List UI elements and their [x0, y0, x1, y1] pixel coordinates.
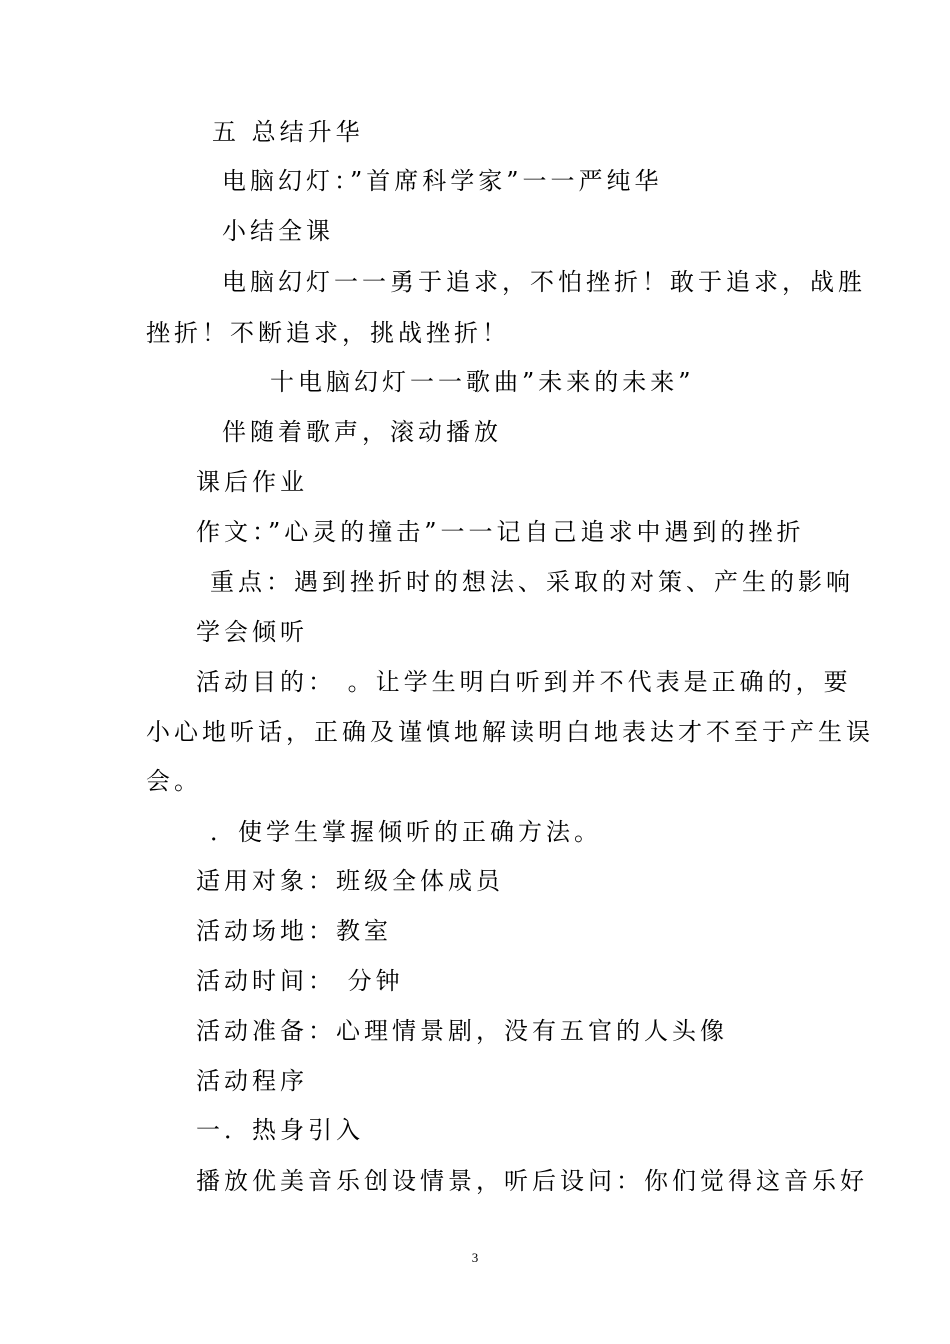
- text-line: 十电脑幻灯一一歌曲”未来的未来”: [270, 368, 695, 396]
- text-line: 活动时间： 分钟: [196, 967, 404, 995]
- text-line: 重点：遇到挫折时的想法、采取的对策、产生的影响: [210, 568, 854, 596]
- text-line: 活动场地：教室: [196, 917, 392, 945]
- text-line: 电脑幻灯：”首席科学家”一一严纯华: [222, 167, 663, 195]
- text-line: 作文：”心灵的撞击”一一记自己追求中遇到的挫折: [196, 518, 805, 546]
- text-line: 活动目的： 。让学生明白听到并不代表是正确的，要: [196, 668, 852, 696]
- section-heading: 活动程序: [196, 1067, 308, 1095]
- section-heading: 五 总结升华: [212, 118, 364, 146]
- section-heading: 学会倾听: [196, 618, 308, 646]
- text-line: 电脑幻灯一一勇于追求，不怕挫折！敢于追求，战胜: [222, 268, 866, 296]
- text-line: 挫折！不断追求，挑战挫折！: [146, 319, 510, 347]
- text-line: 小结全课: [222, 217, 334, 245]
- section-heading: 课后作业: [196, 468, 308, 496]
- text-line: 伴随着歌声，滚动播放: [222, 418, 502, 446]
- text-line: 一．热身引入: [196, 1116, 364, 1144]
- page-number: 3: [471, 1250, 479, 1265]
- text-line: 活动准备：心理情景剧，没有五官的人头像: [196, 1017, 728, 1045]
- text-line: 小心地听话，正确及谨慎地解读明白地表达才不至于产生误: [146, 718, 874, 746]
- text-line: 播放优美音乐创设情景，听后设问：你们觉得这音乐好: [196, 1167, 868, 1195]
- text-line: 会。: [146, 767, 202, 795]
- text-line: ．使学生掌握倾听的正确方法。: [210, 818, 602, 846]
- text-line: 适用对象：班级全体成员: [196, 867, 504, 895]
